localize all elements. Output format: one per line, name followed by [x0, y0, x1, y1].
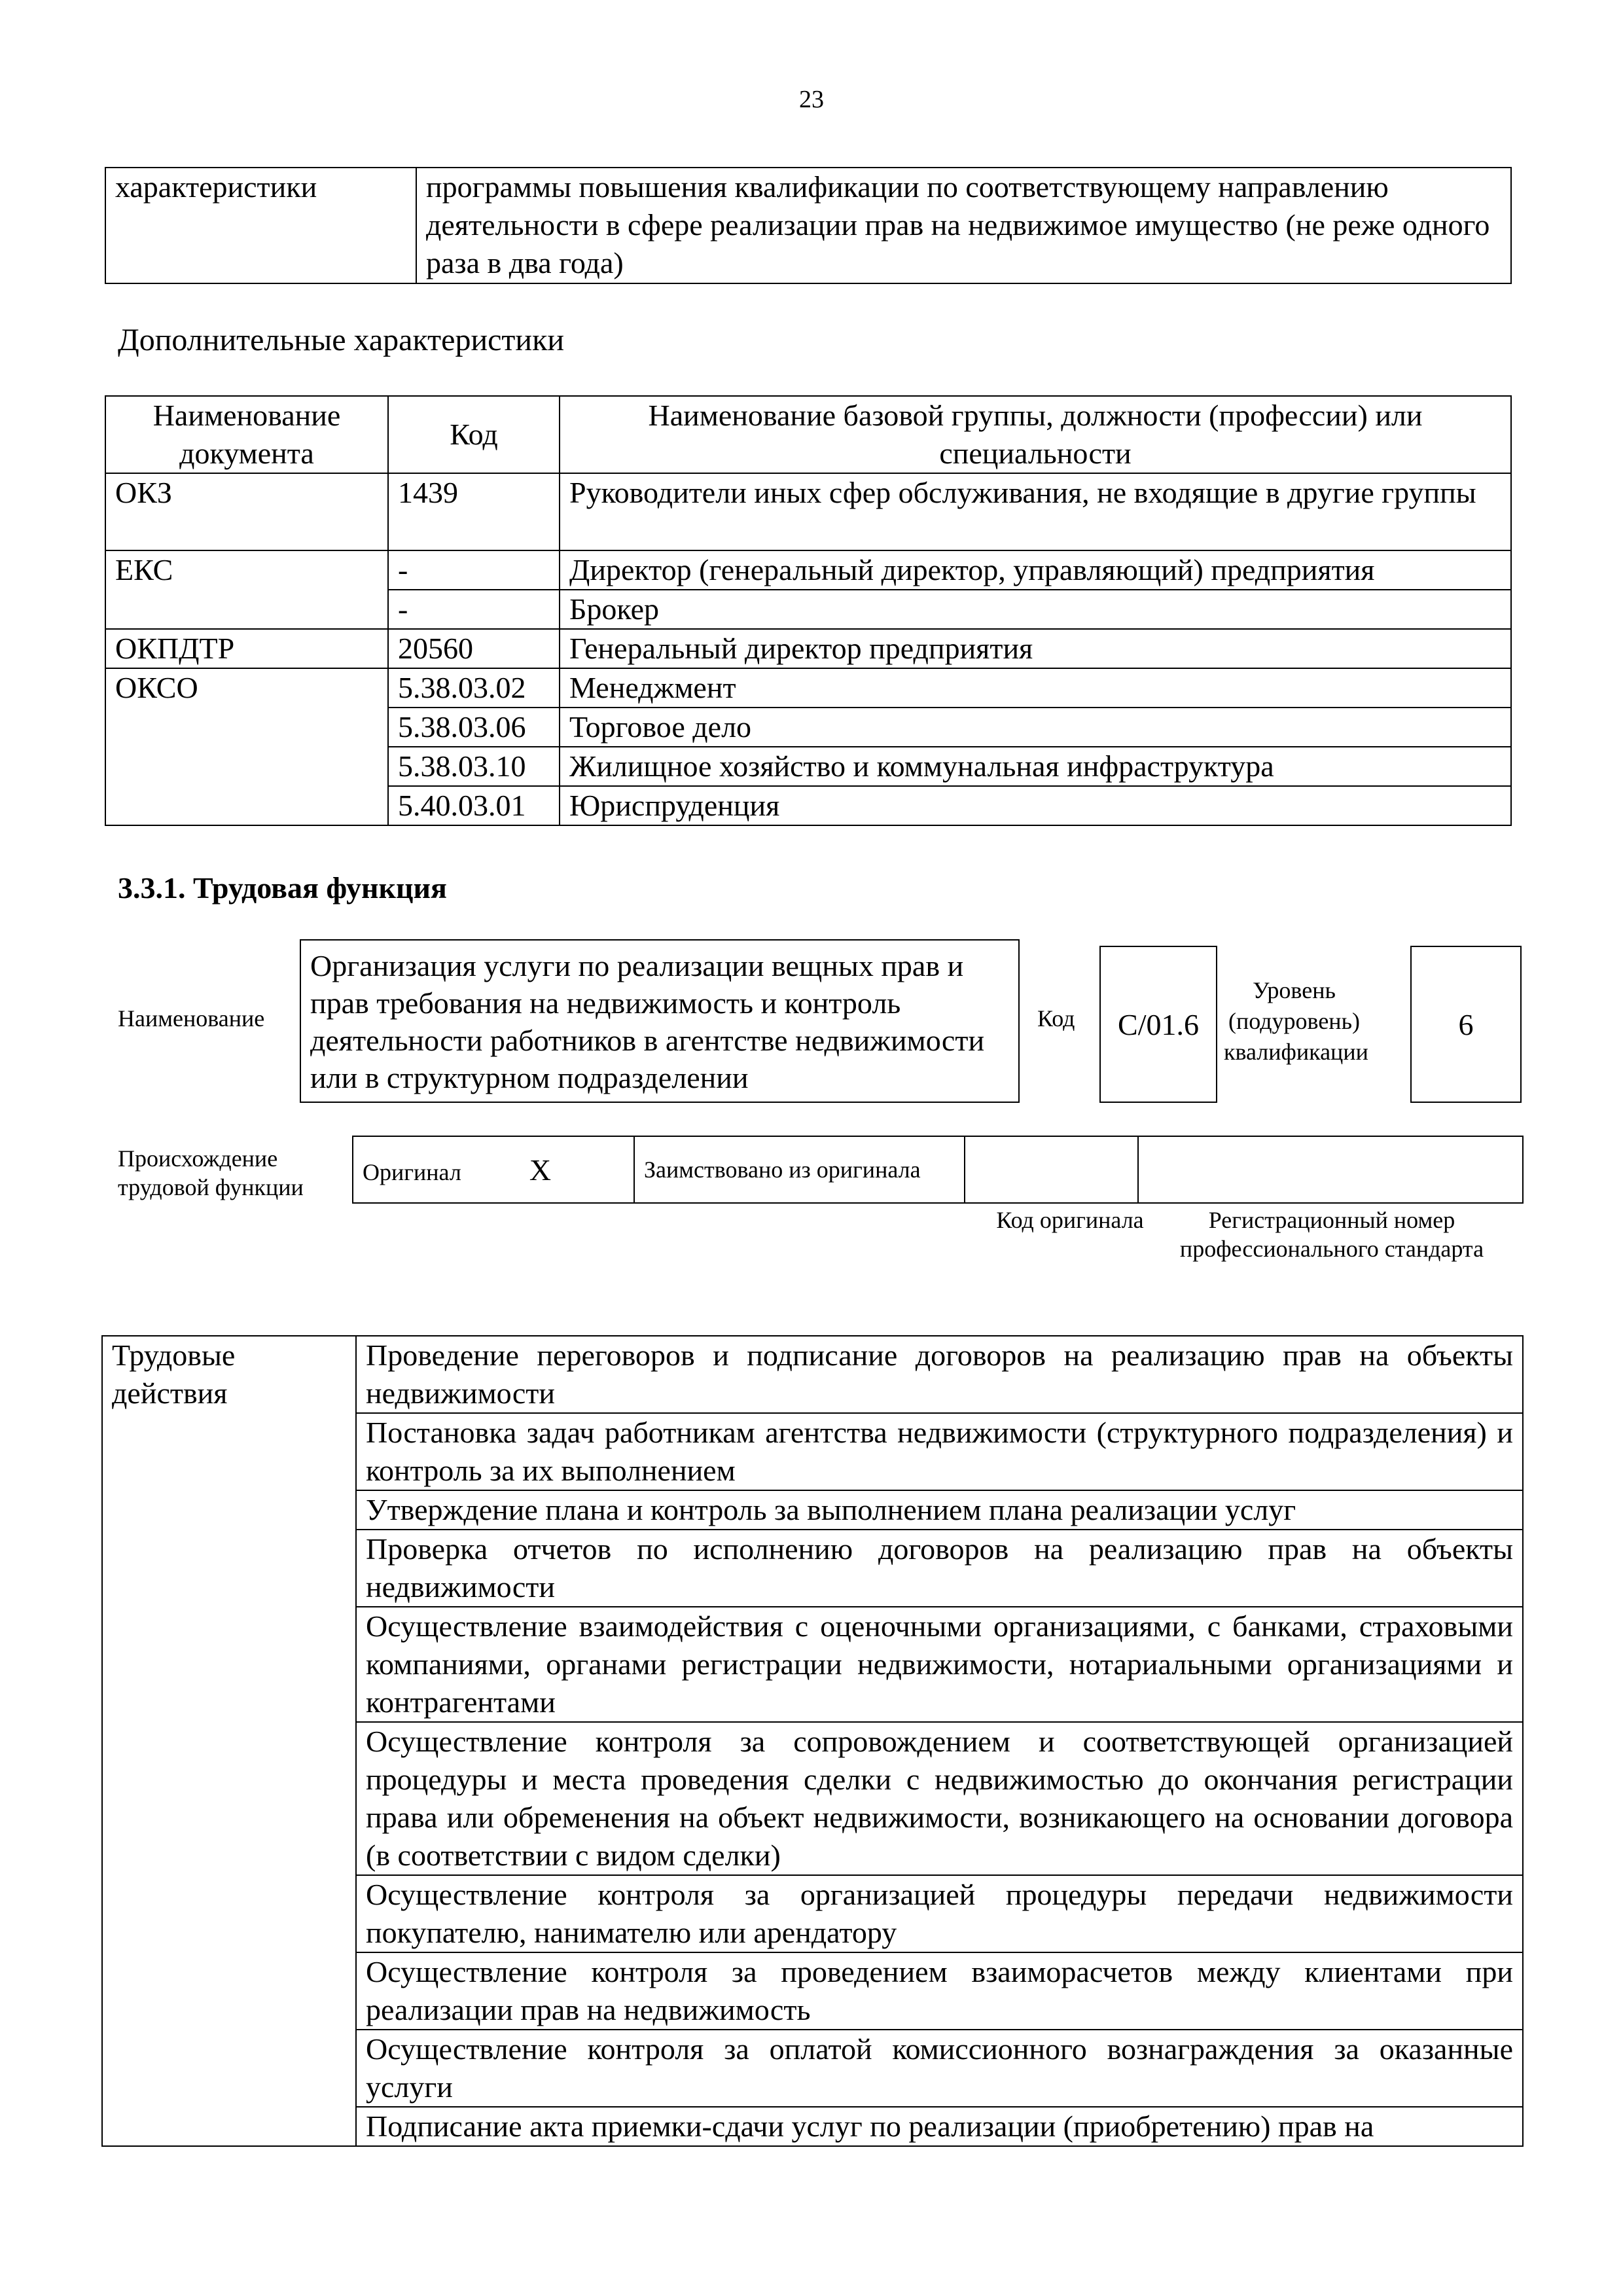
- origin-borrowed: Заимствовано из оригинала: [644, 1157, 921, 1183]
- cell-name: Юриспруденция: [560, 786, 1511, 825]
- level-box: [1410, 946, 1522, 1103]
- cell-code: 5.38.03.06: [388, 708, 560, 747]
- actions-label: Трудовые действия: [102, 1336, 356, 2146]
- labour-actions-table: [101, 1335, 1524, 2147]
- cell-code: -: [388, 550, 560, 590]
- table-header-row: [105, 396, 1511, 473]
- action-item: Проверка отчетов по исполнению договоров на реализацию прав на объекты недвижимости: [356, 1530, 1523, 1607]
- origin-code-cell: [965, 1136, 1138, 1203]
- header-code: Код: [388, 396, 560, 473]
- action-item: Осуществление взаимодействия с оценочными организациями, с банками, страховыми компаниями, органами регистрации недвижимости, нотариальными организациями и контрагентами: [356, 1607, 1523, 1722]
- table-row: [105, 668, 1511, 708]
- section-title: 3.3.1. Трудовая функция: [118, 871, 447, 905]
- origin-original: Оригинал: [363, 1158, 461, 1185]
- action-item: Подписание акта приемки-сдачи услуг по реализации (приобретению) прав на: [356, 2107, 1523, 2146]
- origin-mark: X: [529, 1153, 552, 1187]
- cell-name: Руководители иных сфер обслуживания, не входящие в другие группы: [560, 473, 1511, 550]
- function-name-text: Организация услуги по реализации вещных прав и прав требования на недвижимость и контроль деятельности работников в агентстве недвижимости или в структурном подразделении: [310, 949, 985, 1094]
- level-label: Уровень (подуровень) квалификации: [1224, 977, 1368, 1065]
- qualification-table: [105, 167, 1512, 284]
- cell-code: 20560: [388, 629, 560, 668]
- function-name-label: Наименование: [118, 1005, 265, 1031]
- cell-name: Менеджмент: [560, 668, 1511, 708]
- cell-doc: ЕКС: [105, 550, 388, 629]
- table-row: [105, 550, 1511, 590]
- reg-caption: Регистрационный номер профессионального стандарта: [1179, 1207, 1484, 1262]
- additional-characteristics-title: Дополнительные характеристики: [118, 323, 565, 357]
- header-doc: Наименование документа: [105, 396, 388, 473]
- cell-code: 1439: [388, 473, 560, 550]
- origin-table: [352, 1136, 1524, 1204]
- origin-original-cell: [353, 1136, 634, 1203]
- row-label: характеристики: [105, 168, 416, 283]
- code-caption: Код оригинала: [996, 1207, 1144, 1233]
- additional-characteristics-table: [105, 395, 1512, 826]
- origin-label: Происхождение трудовой функции: [118, 1145, 304, 1200]
- action-item: Осуществление контроля за сопровождением и соответствующей организацией процедуры и места проведения сделки с недвижимостью до окончания регистрации права или обременения на объект недвижимости, возникающего на основании договора (в соответствии с видом сделки): [356, 1722, 1523, 1875]
- cell-name: Торговое дело: [560, 708, 1511, 747]
- action-item: Осуществление контроля за организацией процедуры передачи недвижимости покупателю, нанимателю или арендатору: [356, 1875, 1523, 1952]
- origin-reg-cell: [1138, 1136, 1523, 1203]
- level-value: 6: [1458, 1007, 1474, 1041]
- action-item: Осуществление контроля за оплатой комиссионного вознаграждения за оказанные услуги: [356, 2030, 1523, 2107]
- cell-doc: ОКПДТР: [105, 629, 388, 668]
- origin-borrowed-cell: [634, 1136, 965, 1203]
- cell-doc: ОКЗ: [105, 473, 388, 550]
- action-item: Утверждение плана и контроль за выполнением плана реализации услуг: [356, 1490, 1523, 1530]
- table-row: [105, 473, 1511, 550]
- cell-code: 5.38.03.10: [388, 747, 560, 786]
- cell-code: 5.40.03.01: [388, 786, 560, 825]
- action-item: Постановка задач работникам агентства недвижимости (структурного подразделения) и контроль за их выполнением: [356, 1413, 1523, 1490]
- code-label: Код: [1037, 1005, 1075, 1031]
- cell-name: Брокер: [560, 590, 1511, 629]
- function-name-box: [300, 939, 1020, 1103]
- table-row: [105, 168, 1511, 283]
- action-item: Осуществление контроля за проведением взаиморасчетов между клиентами при реализации прав на недвижимость: [356, 1952, 1523, 2030]
- row-text: программы повышения квалификации по соответствующему направлению деятельности в сфере реализации прав на недвижимое имущество (не реже одного раза в два года): [416, 168, 1511, 283]
- table-row: [102, 1336, 1523, 1413]
- cell-code: 5.38.03.02: [388, 668, 560, 708]
- cell-name: Директор (генеральный директор, управляющий) предприятия: [560, 550, 1511, 590]
- table-row: [105, 629, 1511, 668]
- page-number: 23: [799, 86, 824, 113]
- cell-name: Генеральный директор предприятия: [560, 629, 1511, 668]
- table-row: [353, 1136, 1523, 1203]
- code-box: [1099, 946, 1217, 1103]
- action-item: Проведение переговоров и подписание договоров на реализацию прав на объекты недвижимости: [356, 1336, 1523, 1413]
- cell-code: -: [388, 590, 560, 629]
- code-value: C/01.6: [1118, 1007, 1199, 1041]
- cell-name: Жилищное хозяйство и коммунальная инфраструктура: [560, 747, 1511, 786]
- header-name: Наименование базовой группы, должности (профессии) или специальности: [560, 396, 1511, 473]
- cell-doc: ОКСО: [105, 668, 388, 825]
